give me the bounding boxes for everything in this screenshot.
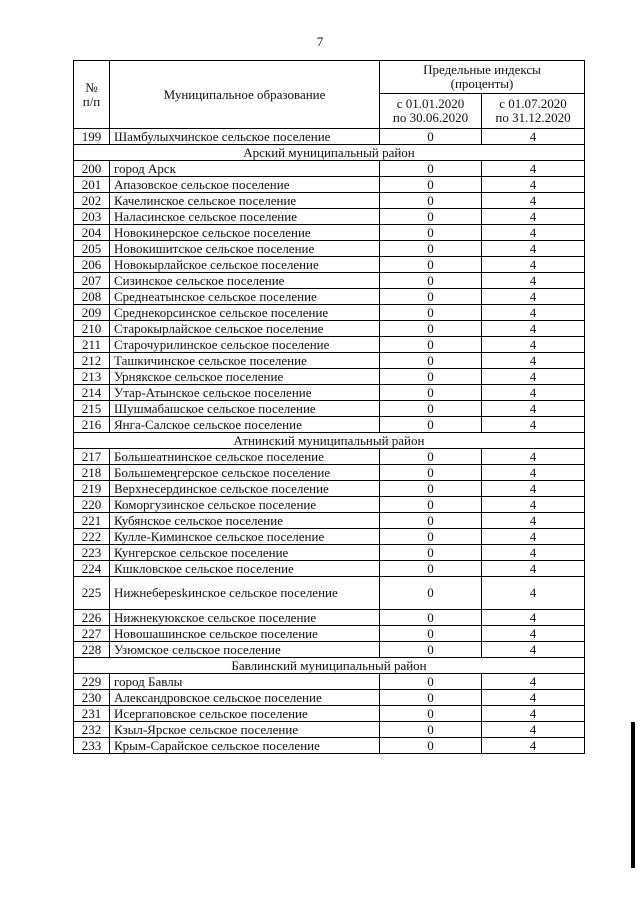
- row-number: 229: [74, 674, 110, 690]
- index-period-2: 4: [482, 129, 585, 145]
- index-period-2: 4: [482, 337, 585, 353]
- index-period-1: 0: [380, 161, 482, 177]
- municipality-name: Коморгузинское сельское поселение: [110, 497, 380, 513]
- index-period-1: 0: [380, 706, 482, 722]
- row-number: 203: [74, 209, 110, 225]
- municipality-name: Шушмабашское сельское поселение: [110, 401, 380, 417]
- index-period-2: 4: [482, 626, 585, 642]
- municipality-name: Нижнекуюкское сельское поселение: [110, 610, 380, 626]
- district-name: Бавлинский муниципальный район: [74, 658, 585, 674]
- table-row: [74, 513, 585, 529]
- municipality-name: Апазовское сельское поселение: [110, 177, 380, 193]
- index-period-2: 4: [482, 225, 585, 241]
- index-period-1: 0: [380, 241, 482, 257]
- table-row: [74, 161, 585, 177]
- row-number: 201: [74, 177, 110, 193]
- municipality-name: Новокинерское сельское поселение: [110, 225, 380, 241]
- table-row: [74, 497, 585, 513]
- index-period-1: 0: [380, 497, 482, 513]
- municipality-name: Утар-Атынское сельское поселение: [110, 385, 380, 401]
- table-row: [74, 417, 585, 433]
- page-number: 7: [316, 34, 324, 49]
- municipality-name: Кзыл-Ярское сельское поселение: [110, 722, 380, 738]
- index-period-1: 0: [380, 225, 482, 241]
- index-period-2: 4: [482, 690, 585, 706]
- index-period-2: 4: [482, 417, 585, 433]
- index-period-1: 0: [380, 353, 482, 369]
- index-period-2: 4: [482, 449, 585, 465]
- municipality-name: Среднеатынское сельское поселение: [110, 289, 380, 305]
- index-period-1: 0: [380, 401, 482, 417]
- row-number: 217: [74, 449, 110, 465]
- table-row: [74, 690, 585, 706]
- index-period-1: 0: [380, 321, 482, 337]
- header-number: [74, 61, 110, 129]
- index-period-2: 4: [482, 674, 585, 690]
- index-period-1: 0: [380, 610, 482, 626]
- index-period-1: 0: [380, 209, 482, 225]
- district-header-row: [74, 658, 585, 674]
- index-period-1: 0: [380, 642, 482, 658]
- index-period-2: 4: [482, 257, 585, 273]
- table-row: [74, 305, 585, 321]
- header-period-1: [380, 94, 482, 129]
- municipality-name: Большеатнинское сельское поселение: [110, 449, 380, 465]
- index-period-1: 0: [380, 129, 482, 145]
- district-header-row: [74, 145, 585, 161]
- index-period-2: 4: [482, 353, 585, 369]
- index-period-2: 4: [482, 545, 585, 561]
- municipality-name: Шамбулыхчинское сельское поселение: [110, 129, 380, 145]
- index-period-1: 0: [380, 289, 482, 305]
- index-period-2: 4: [482, 177, 585, 193]
- municipality-name: Кшкловское сельское поселение: [110, 561, 380, 577]
- index-period-1: 0: [380, 513, 482, 529]
- municipality-name: Ташкичинское сельское поселение: [110, 353, 380, 369]
- row-number: 213: [74, 369, 110, 385]
- municipality-name: Старокырлайское сельское поселение: [110, 321, 380, 337]
- index-period-1: 0: [380, 369, 482, 385]
- table-row: [74, 401, 585, 417]
- row-number: 200: [74, 161, 110, 177]
- table-row: [74, 257, 585, 273]
- index-period-1: 0: [380, 305, 482, 321]
- index-period-1: 0: [380, 177, 482, 193]
- index-period-2: 4: [482, 529, 585, 545]
- row-number: 232: [74, 722, 110, 738]
- header-limit-indices: [380, 61, 585, 94]
- row-number: 225: [74, 577, 110, 610]
- index-period-1: 0: [380, 449, 482, 465]
- row-number: 208: [74, 289, 110, 305]
- municipality-name: Исергаповское сельское поселение: [110, 706, 380, 722]
- index-period-2: 4: [482, 577, 585, 610]
- row-number: 199: [74, 129, 110, 145]
- index-period-1: 0: [380, 337, 482, 353]
- table-row: [74, 209, 585, 225]
- table-row: [74, 465, 585, 481]
- table-row: [74, 610, 585, 626]
- row-number: 214: [74, 385, 110, 401]
- header-group-line2: (проценты): [450, 76, 514, 91]
- municipality-name: Новокишитское сельское поселение: [110, 241, 380, 257]
- index-period-2: 4: [482, 642, 585, 658]
- row-number: 218: [74, 465, 110, 481]
- index-period-1: 0: [380, 417, 482, 433]
- table-row: [74, 385, 585, 401]
- table-row: [74, 529, 585, 545]
- index-period-1: 0: [380, 257, 482, 273]
- index-period-1: 0: [380, 738, 482, 754]
- index-period-2: 4: [482, 161, 585, 177]
- row-number: 227: [74, 626, 110, 642]
- row-number: 205: [74, 241, 110, 257]
- index-period-1: 0: [380, 577, 482, 610]
- index-period-1: 0: [380, 674, 482, 690]
- header-period-2: [482, 94, 585, 129]
- index-period-2: 4: [482, 706, 585, 722]
- table-row: [74, 353, 585, 369]
- header-period-1-line2: по 30.06.2020: [392, 110, 469, 125]
- table-row: [74, 241, 585, 257]
- row-number: 230: [74, 690, 110, 706]
- header-period-2-line2: по 31.12.2020: [495, 110, 571, 125]
- row-number: 202: [74, 193, 110, 209]
- header-number-line1: №: [85, 79, 98, 95]
- municipality-name: Александровское сельское поселение: [110, 690, 380, 706]
- row-number: 207: [74, 273, 110, 289]
- table-row: [74, 626, 585, 642]
- index-period-2: 4: [482, 722, 585, 738]
- municipality-name: Новокырлайское сельское поселение: [110, 257, 380, 273]
- table-row: [74, 561, 585, 577]
- row-number: 231: [74, 706, 110, 722]
- municipality-name: Сизинское сельское поселение: [110, 273, 380, 289]
- index-period-2: 4: [482, 305, 585, 321]
- row-number: 212: [74, 353, 110, 369]
- row-number: 222: [74, 529, 110, 545]
- header-period-2-line1: с 01.07.2020: [499, 96, 567, 111]
- table-row: [74, 481, 585, 497]
- header-group-line1: Предельные индексы: [423, 62, 541, 77]
- municipality-name: Качелинское сельское поселение: [110, 193, 380, 209]
- district-name: Атнинский муниципальный район: [74, 433, 585, 449]
- index-period-1: 0: [380, 722, 482, 738]
- index-period-1: 0: [380, 465, 482, 481]
- row-number: 223: [74, 545, 110, 561]
- index-period-2: 4: [482, 561, 585, 577]
- index-period-2: 4: [482, 193, 585, 209]
- row-number: 226: [74, 610, 110, 626]
- table-row: [74, 674, 585, 690]
- table-row: [74, 289, 585, 305]
- row-number: 206: [74, 257, 110, 273]
- table-row: [74, 337, 585, 353]
- table-row: [74, 273, 585, 289]
- index-period-1: 0: [380, 193, 482, 209]
- municipality-name: Нижнебереskинское сельское поселение: [110, 577, 380, 610]
- index-period-2: 4: [482, 321, 585, 337]
- row-number: 211: [74, 337, 110, 353]
- row-number: 219: [74, 481, 110, 497]
- index-period-2: 4: [482, 369, 585, 385]
- index-period-1: 0: [380, 690, 482, 706]
- table-body: [74, 129, 585, 754]
- table-row: [74, 642, 585, 658]
- index-period-1: 0: [380, 626, 482, 642]
- row-number: 224: [74, 561, 110, 577]
- index-period-1: 0: [380, 529, 482, 545]
- municipality-name: Урнякское сельское поселение: [110, 369, 380, 385]
- table-row: [74, 129, 585, 145]
- table-row: [74, 706, 585, 722]
- index-period-2: 4: [482, 738, 585, 754]
- municipality-name: Янга-Салское сельское поселение: [110, 417, 380, 433]
- row-number: 204: [74, 225, 110, 241]
- table-row: [74, 449, 585, 465]
- district-header-row: [74, 433, 585, 449]
- index-period-1: 0: [380, 545, 482, 561]
- index-period-2: 4: [482, 289, 585, 305]
- municipality-name: Среднекорсинское сельское поселение: [110, 305, 380, 321]
- row-number: 216: [74, 417, 110, 433]
- header-period-1-line1: с 01.01.2020: [396, 96, 465, 111]
- index-period-2: 4: [482, 209, 585, 225]
- municipality-name: Старочурилинское сельское поселение: [110, 337, 380, 353]
- index-period-1: 0: [380, 385, 482, 401]
- table-row: [74, 177, 585, 193]
- municipality-name: Кубянское сельское поселение: [110, 513, 380, 529]
- index-period-1: 0: [380, 273, 482, 289]
- district-name: Арский муниципальный район: [74, 145, 585, 161]
- index-period-2: 4: [482, 513, 585, 529]
- index-period-2: 4: [482, 385, 585, 401]
- row-number: 233: [74, 738, 110, 754]
- index-period-1: 0: [380, 561, 482, 577]
- row-number: 228: [74, 642, 110, 658]
- index-period-1: 0: [380, 481, 482, 497]
- index-period-2: 4: [482, 241, 585, 257]
- municipality-name: Верхнесердинское сельское поселение: [110, 481, 380, 497]
- municipality-name: Узюмское сельское поселение: [110, 642, 380, 658]
- table-row: [74, 545, 585, 561]
- table-row: [74, 321, 585, 337]
- row-number: 215: [74, 401, 110, 417]
- header-municipality: Муниципальное образование: [110, 61, 380, 129]
- header-number-line2: п/п: [82, 93, 101, 109]
- row-number: 220: [74, 497, 110, 513]
- index-period-2: 4: [482, 610, 585, 626]
- index-period-2: 4: [482, 481, 585, 497]
- row-number: 221: [74, 513, 110, 529]
- table-row: [74, 577, 585, 610]
- index-period-2: 4: [482, 273, 585, 289]
- table-row: [74, 738, 585, 754]
- scan-edge-mark: [631, 722, 635, 868]
- table-row: [74, 225, 585, 241]
- municipality-name: Новошашинское сельское поселение: [110, 626, 380, 642]
- price-index-table: [73, 60, 585, 754]
- table-row: [74, 369, 585, 385]
- index-period-2: 4: [482, 465, 585, 481]
- table-row: [74, 193, 585, 209]
- municipality-name: Кунгерское сельское поселение: [110, 545, 380, 561]
- table-row: [74, 722, 585, 738]
- municipality-name: город Бавлы: [110, 674, 380, 690]
- index-period-2: 4: [482, 497, 585, 513]
- municipality-name: Кулле-Киминское сельское поселение: [110, 529, 380, 545]
- municipality-name: Большемеңгерское сельское поселение: [110, 465, 380, 481]
- municipality-name: город Арск: [110, 161, 380, 177]
- row-number: 210: [74, 321, 110, 337]
- municipality-name: Крым-Сарайское сельское поселение: [110, 738, 380, 754]
- index-period-2: 4: [482, 401, 585, 417]
- municipality-name: Наласинское сельское поселение: [110, 209, 380, 225]
- row-number: 209: [74, 305, 110, 321]
